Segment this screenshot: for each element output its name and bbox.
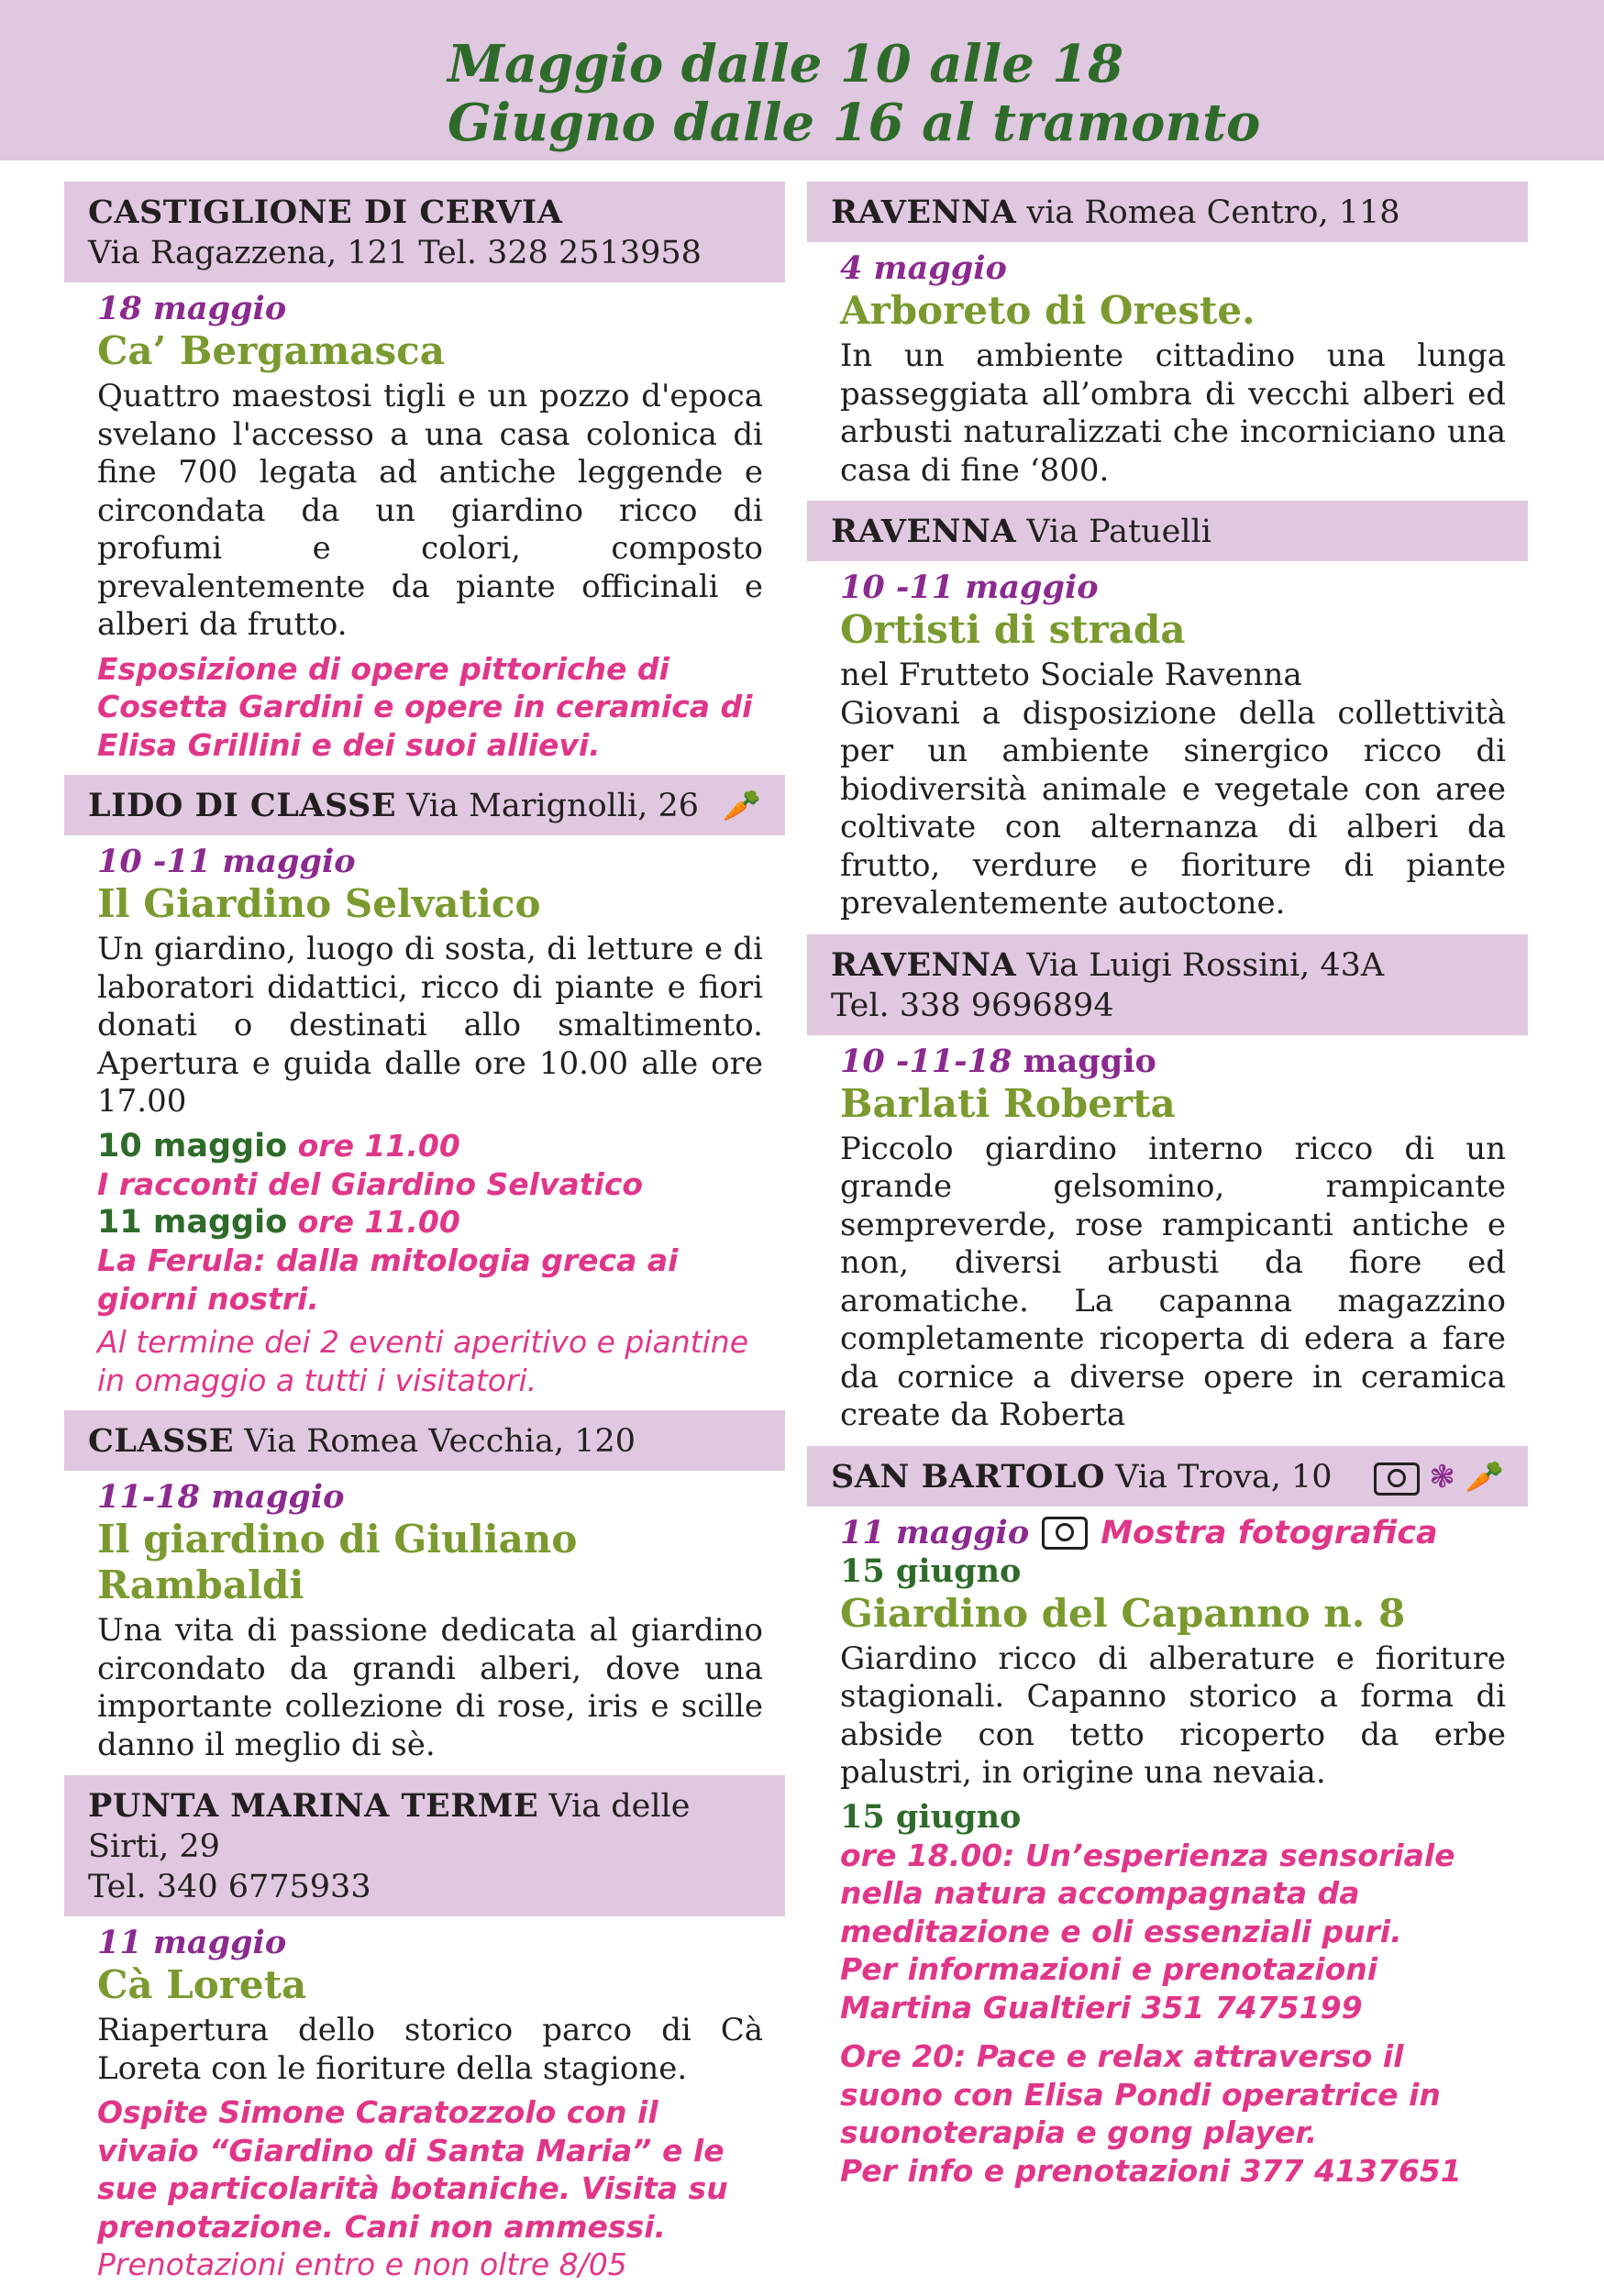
event-date: 4 maggio — [840, 249, 1007, 287]
location-name: RAVENNA — [831, 945, 1017, 984]
location-punta-marina — [64, 1775, 785, 1916]
location-name: LIDO DI CLASSE — [88, 787, 396, 824]
event-schedule — [97, 1127, 763, 1165]
event-date: 11 maggio — [840, 1513, 1030, 1551]
location-name: RAVENNA — [831, 193, 1017, 231]
garden-entry — [807, 1514, 1528, 2191]
garden-entry — [64, 1478, 785, 1764]
garden-description: In un ambiente cittadino una lunga passeggiata all’ombra di vecchi alberi ed arbusti naturalizzati che incorniciano una casa di fine ‘800. — [840, 337, 1506, 489]
event-note: Ospite Simone Caratozzolo con il vivaio “Giardino di Santa Maria” e le sue particolarità botaniche. Visita su prenotazione. Cani non ammessi. — [97, 2094, 728, 2245]
garden-entry — [807, 249, 1528, 490]
garden-entry — [807, 1043, 1528, 1435]
location-address: Via Ragazzena, 121 Tel. 328 2513958 — [88, 235, 702, 271]
garden-description: Quattro maestosi tigli e un pozzo d'epoca svelano l'accesso a una casa colonica di fine 700 legata ad antiche leggende e circondata da un giardino ricco di profumi e colori, composto prevalentemente da piante officinali e alberi da frutto. — [97, 378, 763, 643]
garden-name: Ca’ Bergamasca — [97, 328, 445, 373]
contact-note: Per info e prenotazioni 377 4137651 — [840, 2152, 1462, 2189]
garden-subtitle: nel Frutteto Sociale Ravenna — [840, 657, 1302, 693]
event-date: 10 -11 maggio — [840, 568, 1099, 606]
location-address: Via Trova, 10 — [1115, 1458, 1333, 1496]
event-title: I racconti del Giardino Selvatico — [97, 1165, 644, 1202]
flower-icon: ❃ — [1429, 1458, 1455, 1496]
right-column — [807, 182, 1528, 2201]
garden-entry — [64, 843, 785, 1399]
garden-entry — [64, 1924, 785, 2284]
contact-note: Per informazioni e prenotazioni Martina Gualtieri 351 7475199 — [840, 1951, 1378, 2026]
location-name: PUNTA MARINA TERME — [88, 1787, 539, 1825]
location-name: CASTIGLIONE DI CERVIA — [88, 193, 563, 231]
leaf-icon: 🥕 — [722, 788, 761, 824]
location-address: Via Romea Vecchia, 120 — [244, 1423, 636, 1460]
event-note: Mostra fotografica — [1101, 1514, 1438, 1551]
location-san-bartolo — [807, 1446, 1528, 1507]
location-address: via Romea Centro, 118 — [1026, 194, 1400, 231]
location-ravenna-patuelli — [807, 501, 1528, 561]
location-address: Via delle Sirti, 29 — [88, 1788, 691, 1865]
garden-description: Piccolo giardino interno ricco di un grande gelsomino, rampicante sempreverde, rose rampicanti antiche e non, diversi arbusti da fiore ed aromatiche. La capanna magazzino completamente ricoperta di edera a fare da cornice a diverse opere in ceramica create da Roberta — [840, 1130, 1506, 1433]
garden-description: Riapertura dello storico parco di Cà Loreta con le fioriture della stagione. — [97, 2012, 763, 2087]
garden-description: Giardino ricco di alberature e fioriture stagionali. Capanno storico a forma di abside con tetto ricoperto da erbe palustri, in origine una nevaia. — [840, 1639, 1506, 1791]
event-note: Al termine dei 2 eventi aperitivo e piantine in omaggio a tutti i visitatori. — [97, 1324, 748, 1398]
garden-name: Arboreto di Oreste. — [840, 288, 1256, 333]
event-note: Ore 20: Pace e relax attraverso il suono con Elisa Pondi operatrice in suonoterapia e gong player. — [840, 2038, 1441, 2150]
location-phone: Tel. 338 9696894 — [831, 987, 1114, 1024]
camera-icon — [1374, 1463, 1420, 1496]
garden-name: Barlati Roberta — [840, 1080, 1176, 1126]
event-month: maggio — [1023, 1042, 1156, 1080]
garden-name: Il giardino di Giuliano Rambaldi — [97, 1517, 578, 1607]
event-date — [840, 1043, 1506, 1081]
location-name: CLASSE — [88, 1422, 235, 1460]
garden-description: Giovani a disposizione della collettività per un ambiente sinergico ricco di biodiversità animale e vegetale con aree coltivate con alternanza di alberi da frutto, verdure e fioriture di piante prevalentemente autoctone. — [840, 694, 1506, 922]
event-date: 11 maggio — [97, 1204, 288, 1241]
location-lido-di-classe — [64, 775, 785, 835]
garden-description: Una vita di passione dedicata al giardino circondato da grandi alberi, dove una importante collezione di rose, iris e scille danno il meglio di sè. — [97, 1612, 763, 1763]
event-date: 15 giugno — [840, 1551, 1022, 1590]
event-schedule — [97, 1203, 763, 1242]
location-address: Via Marignolli, 26 — [406, 788, 700, 824]
leaf-icon: 🥕 — [1465, 1458, 1504, 1496]
location-ravenna-rossini — [807, 934, 1528, 1035]
garden-entry — [64, 290, 785, 764]
hours-june: Giugno dalle 16 al tramonto — [448, 93, 1261, 153]
garden-description: Un giardino, luogo di sosta, di letture e di laboratori didattici, ricco di piante e fiori donati o destinati allo smaltimento. Apertura e guida dalle ore 10.00 alle ore 17.00 — [97, 931, 763, 1120]
location-name: RAVENNA — [831, 513, 1017, 550]
event-note: Esposizione di opere pittoriche di Cosetta Gardini e opere in ceramica di Elisa Grillini e dei suoi allievi. — [97, 650, 753, 763]
garden-entry — [807, 568, 1528, 923]
garden-name: Il Giardino Selvatico — [97, 881, 541, 926]
garden-name: Giardino del Capanno n. 8 — [840, 1590, 1406, 1636]
event-time: ore 11.00 — [297, 1204, 460, 1240]
left-column — [64, 182, 785, 2295]
location-address: Via Luigi Rossini, 43A — [1026, 946, 1385, 984]
garden-name: Cà Loreta — [97, 1962, 307, 2007]
location-address: Via Patuelli — [1026, 513, 1211, 550]
location-name: SAN BARTOLO — [831, 1457, 1105, 1496]
hours-may: Maggio dalle 10 alle 18 — [448, 34, 1124, 94]
location-icons — [1374, 1457, 1504, 1497]
event-date-row — [840, 1514, 1506, 1552]
event-date: 11 maggio — [97, 1924, 287, 1961]
booking-note: Prenotazioni entro e non oltre 8/05 — [97, 2246, 627, 2282]
event-date: 10 -11 maggio — [97, 843, 356, 880]
event-date: 11-18 maggio — [97, 1478, 345, 1516]
garden-name: Ortisti di strada — [840, 607, 1186, 652]
opening-hours — [448, 35, 1585, 152]
camera-icon — [1042, 1517, 1088, 1550]
location-ravenna-romea — [807, 182, 1528, 242]
location-castiglione — [64, 182, 785, 282]
event-date: 10 maggio — [97, 1127, 288, 1165]
location-phone: Tel. 340 6775933 — [88, 1869, 371, 1905]
location-classe — [64, 1410, 785, 1471]
event-date: 15 giugno — [840, 1797, 1022, 1836]
event-note: ore 18.00: Un’esperienza sensoriale nella natura accompagnata da meditazione e oli essenziali puri. — [840, 1837, 1455, 1949]
event-title: La Ferula: dalla mitologia greca ai giorni nostri. — [97, 1242, 679, 1317]
event-days: 10 -11-18 — [840, 1042, 1012, 1080]
event-date: 18 maggio — [97, 290, 287, 327]
event-time: ore 11.00 — [297, 1127, 460, 1164]
